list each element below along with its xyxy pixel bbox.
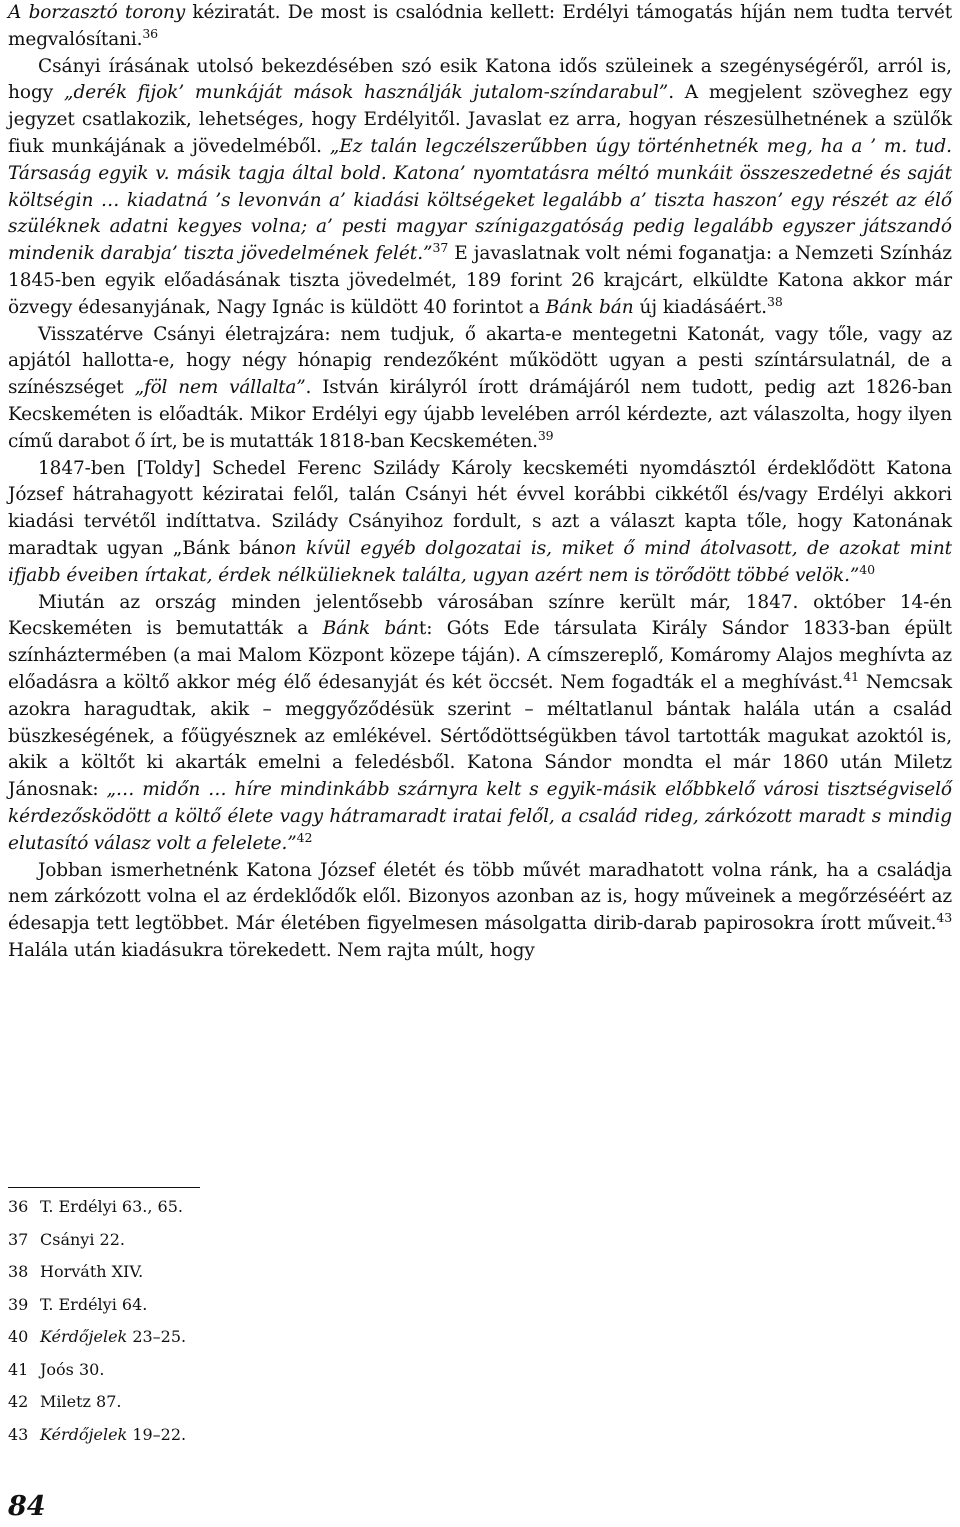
footnote-number: 38 <box>8 1262 29 1281</box>
footnote-reference: 36 <box>142 25 158 41</box>
text-run: új kiadásáért. <box>633 296 767 318</box>
footnote-reference: 39 <box>537 427 554 443</box>
text-run: Miután az ország minden jelentősebb városában színre került már, 1847. október 14-én Kecskeméten is bemutatták a <box>8 591 952 640</box>
footnote-text <box>40 1295 147 1314</box>
paragraph <box>8 54 952 322</box>
footnote <box>8 1258 608 1291</box>
footnote-text <box>40 1230 125 1249</box>
text-run: . A megjelent szöveghez egy jegyzet csatlakozik, lehetséges, hogy Erdélyitől. Javaslat ez arra, hogyan részesülhetnének a szülők fiuk munkájának a jövedelméből. <box>8 82 952 157</box>
footnote-reference: 43 <box>936 910 952 926</box>
italic-text: A borzasztó torony <box>8 2 186 23</box>
text-run: Visszatérve Csányi életrajzára: nem tudjuk, ő akarta-e mentegetni Katonát, vagy tőle, vagy az apjától hallotta-e, hogy négy hónapig rendezőként működött ugyan a pesti színtársulatnál, de a színészséget <box>8 323 952 399</box>
text-run: T. Erdélyi 64. <box>40 1294 148 1314</box>
text-run: kéziratát. De most is csalódnia kellett: Erdélyi támogatás híján nem tudta tervét megvalósítani. <box>8 2 952 50</box>
footnote-text <box>40 1327 186 1346</box>
footnote-reference: 38 <box>766 293 783 309</box>
text-run: 1847-ben [Toldy] Schedel Ferenc Szilády Károly kecskeméti nyomdásztól érdeklődött Katona József hátrahagyott kéziratai felől, talán Csányi hét évvel korábbi cikkétől és/vagy Erdélyi akkori kiadási tervétől indíttatva. Szilády Csányihoz fordult, s azt a választ kapta tőle, hogy Katonának maradtak ugyan „Bánk bán <box>8 457 952 559</box>
footnote <box>8 1323 608 1356</box>
footnote-text <box>40 1197 183 1216</box>
text-run: 19–22. <box>127 1424 187 1444</box>
italic-text: Kérdőjelek <box>40 1327 128 1346</box>
page-number: 84 <box>8 1491 46 1522</box>
footnote <box>8 1291 608 1324</box>
footnote-number: 41 <box>8 1359 29 1379</box>
italic-text: Bánk bán <box>545 296 634 318</box>
text-run: 23–25. <box>127 1327 187 1346</box>
text-run: . István királyról írott drámájáról nem tudott, pedig azt 1826-ban Kecskeméten is előadták. Mikor Erdélyi egy újabb levelében arról kérdezte, azt válaszolta, hogy ilyen című darabot ő írt, be is mutatták 1818-ban Kecskeméten. <box>8 377 952 452</box>
paragraph <box>8 590 952 858</box>
text-run: Nemcsak azokra haragudtak, akik – meggyőződésük szerint – méltatlanul bántak halála után a család büszkeségének, a főügyésznek az emlékével. Sértődöttségükben távol tartották magukat azoktól is, akik a költőt ki akarták emelni a feledésből. Katona Sándor mondta el már 1860 után Miletz Jánosnak: <box>8 671 952 801</box>
footnote-number: 40 <box>8 1327 29 1346</box>
footnote-number: 43 <box>8 1424 29 1444</box>
footnote-text <box>40 1425 186 1444</box>
italic-text: „Ez talán legczélszerűbben úgy történhetnék meg, ha a ’ m. tud. Társaság egyik v. másik tagja által bold. Katona’ nyomtatásra méltó munkáit összeszedetné és saját költségin … kiadatná ’s levonván a’ kiadási költségeket legalább a’ tiszta haszon’ egy részét az élő szüléknek adatni kegyes volna; a’ pesti magyar színigazgatóság pedig legalább egyszer játszandó mindenik darabja’ tiszta jövedelmének felét.” <box>8 135 952 265</box>
body-text <box>8 0 952 965</box>
paragraph <box>8 456 952 590</box>
footnote-number: 36 <box>8 1197 29 1216</box>
text-run: Horváth XIV. <box>40 1262 144 1281</box>
paragraph <box>8 322 952 456</box>
footnote <box>8 1193 608 1226</box>
text-run: Halála után kiadásukra törekedett. Nem rajta múlt, hogy <box>8 939 535 961</box>
paragraph <box>8 0 952 54</box>
footnote-number: 37 <box>8 1229 29 1249</box>
footnote-reference: 42 <box>296 829 313 845</box>
italic-text: Bánk bán <box>322 618 419 640</box>
text-run: Jobban ismerhetnénk Katona József életét és több művét maradhatott volna ránk, ha a családja nem zárkózott volna el az érdeklődők elől. Bizonyos azonban az is, hogy műveinek a megőrzéséért az édesapja tett legtöbbet. Már életében figyelmesen másolgatta dirib-darab papirosokra írott műveit. <box>8 859 952 935</box>
italic-text: Kérdőjelek <box>40 1424 128 1444</box>
italic-text: „derék fijok’ munkáját mások használják jutalom-színdarabul” <box>63 82 669 104</box>
footnote-reference: 40 <box>859 561 875 577</box>
text-run: t: Góts Ede társulata Király Sándor 1833-ban épült színháztermében (a mai Malom Központ közepe táján). A címszereplő, Komáromy Alajos meghívta az előadásra a költő akkor még élő édesanyját és két öccsét. Nem fogadták el a meghívást. <box>8 618 952 693</box>
footnote <box>8 1226 608 1259</box>
footnote-list <box>8 1193 608 1453</box>
footnote-reference: 41 <box>843 669 859 685</box>
italic-text: „… midőn … híre mindinkább szárnyra kelt s egyik-másik előbbkelő városi tisztségviselő kérdezősködött a költő élete vagy hátramaradt iratai felől, a család rideg, zárkózott maradt s mindig elutasító válasz volt a felelete.” <box>8 779 952 854</box>
text-run: Csányi írásának utolsó bekezdésében szó esik Katona idős szüleinek a szegénységéről, arról is, hogy <box>8 55 952 104</box>
italic-text: on kívül egyéb dolgozatai is, miket ő mind átolvasott, de azokat mint ifjabb éveiben írtakat, érdek nélkülieknek találta, ugyan azért nem is törődött többé velök.” <box>8 537 952 586</box>
footnote-number: 42 <box>8 1392 29 1411</box>
footnote <box>8 1356 608 1389</box>
footnote-text <box>40 1360 104 1379</box>
footnote-number: 39 <box>8 1294 29 1314</box>
paragraph <box>8 858 952 965</box>
text-run: Csányi 22. <box>40 1229 125 1249</box>
text-run: E javaslatnak volt némi foganatja: a Nemzeti Színház 1845-ben egyik előadásának tiszta jövedelmét, 189 forint 26 krajcárt, elküldte Katona akkor már özvegy édesanyjának, Nagy Ignác is küldött 40 forintot a <box>8 243 952 318</box>
footnote-text <box>40 1392 121 1411</box>
footnote <box>8 1421 608 1454</box>
text-run: T. Erdélyi 63., 65. <box>40 1197 183 1216</box>
footnote-separator <box>8 1187 200 1188</box>
italic-text: „föl nem vállalta” <box>134 377 306 399</box>
text-run: Miletz 87. <box>40 1392 122 1411</box>
footnote-reference: 37 <box>432 240 449 256</box>
book-page <box>8 0 952 1527</box>
text-run: Joós 30. <box>40 1359 105 1379</box>
footnote <box>8 1388 608 1421</box>
footnote-text <box>40 1262 143 1281</box>
